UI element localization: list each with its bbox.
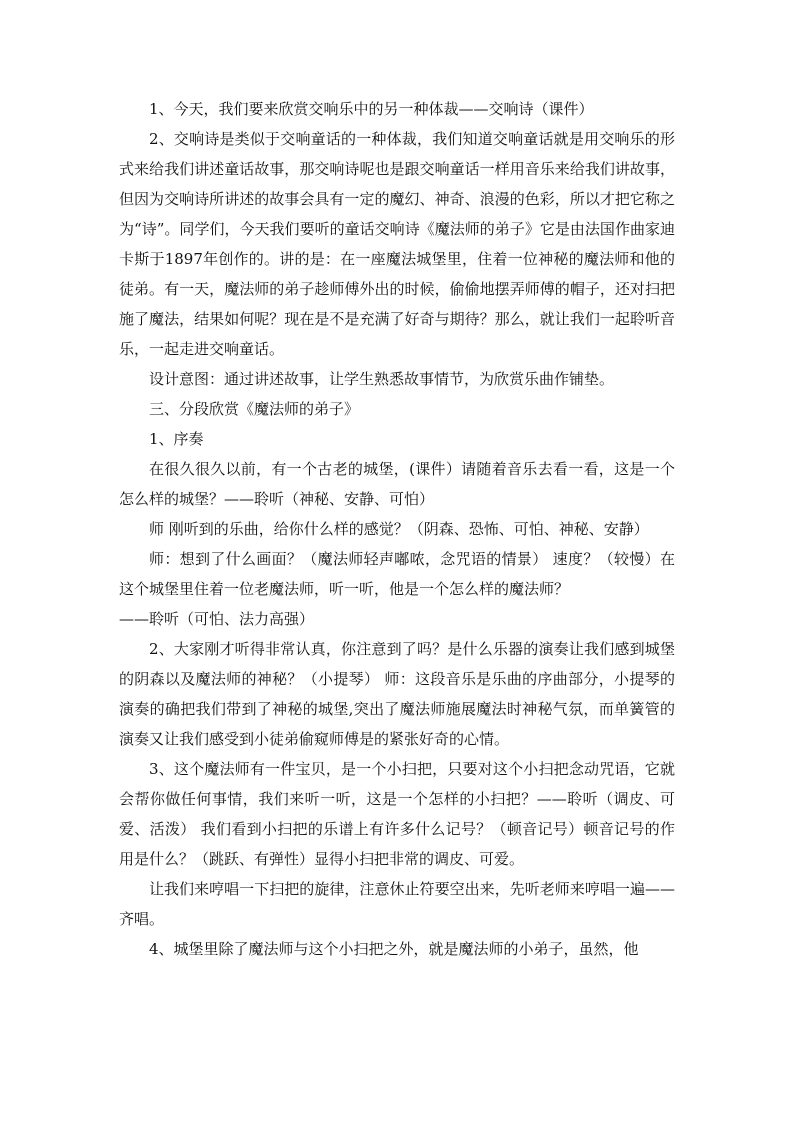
paragraph-instrument-question: 2、大家刚才听得非常认真，你注意到了吗？是什么乐器的演奏让我们感到城堡的阴森以及魔法师的神秘？（小提琴） 师：这段音乐是乐曲的序曲部分，小提琴的演奏的确把我们带到了神秘的城堡,突出了魔法师施展魔法时神秘气氛，而单簧管的演奏又让我们感受到小徒弟偷窥师傅是的紧张好奇的心情。 bbox=[119, 640, 675, 748]
paragraph-magic-broom: 3、这个魔法师有一件宝贝，是一个小扫把，只要对这个小扫把念动咒语，它就会帮你做任何事情，我们来听一听，这是一个怎样的小扫把？——聆听（调皮、可爱、活泼） 我们看到小扫把的乐谱上有许多什么记号？（顿音记号）顿音记号的作用是什么？（跳跃、有弹性）显得小扫把非常的调皮、可爱。 bbox=[119, 760, 675, 868]
paragraph-imagery-question: 师：想到了什么画面？（魔法师轻声嘟哝，念咒语的情景） 速度？（较慢）在这个城堡里住着一位老魔法师，听一听，他是一个怎么样的魔法师？ bbox=[119, 550, 675, 598]
subheading-prelude: 1、序奏 bbox=[149, 430, 204, 448]
paragraph-listen-wizard: ——聆听（可怕、法力高强） bbox=[119, 610, 315, 628]
section-heading-segment-appreciation: 三、分段欣赏《魔法师的弟子》 bbox=[149, 400, 360, 418]
document-body bbox=[119, 94, 675, 964]
paragraph-story-background: 2、交响诗是类似于交响童话的一种体裁，我们知道交响童话就是用交响乐的形式来给我们讲述童话故事，那交响诗呢也是跟交响童话一样用音乐来给我们讲故事，但因为交响诗所讲述的故事会具有一定的魔幻、神奇、浪漫的色彩，所以才把它称之为“诗”。同学们，今天我们要听的童话交响诗《魔法师的弟子》它是由法国作曲家迪卡斯于1897年创作的。讲的是：在一座魔法城堡里，住着一位神秘的魔法师和他的徒弟。有一天，魔法师的弟子趁师傅外出的时候，偷偷地摆弄师傅的帽子，还对扫把施了魔法，结果如何呢？现在是不是充满了好奇与期待？那么，就让我们一起聆听音乐，一起走进交响童话。 bbox=[119, 130, 675, 358]
paragraph-apprentice: 4、城堡里除了魔法师与这个小扫把之外，就是魔法师的小弟子，虽然，他 bbox=[149, 940, 639, 958]
paragraph-feeling-question: 师 刚听到的乐曲，给你什么样的感觉？（阴森、恐怖、可怕、神秘、安静） bbox=[149, 520, 649, 538]
paragraph-intro-symphonic-poem: 1、今天，我们要来欣赏交响乐中的另一种体裁——交响诗（课件） bbox=[149, 100, 594, 118]
paragraph-ancient-castle: 在很久很久以前，有一个古老的城堡，(课件）请随着音乐去看一看，这是一个怎么样的城堡？——聆听（神秘、安静、可怕） bbox=[119, 460, 675, 508]
paragraph-design-intent: 设计意图：通过讲述故事，让学生熟悉故事情节，为欣赏乐曲作铺垫。 bbox=[149, 370, 615, 388]
paragraph-hum-melody: 让我们来哼唱一下扫把的旋律，注意休止符要空出来，先听老师来哼唱一遍——齐唱。 bbox=[119, 880, 675, 928]
